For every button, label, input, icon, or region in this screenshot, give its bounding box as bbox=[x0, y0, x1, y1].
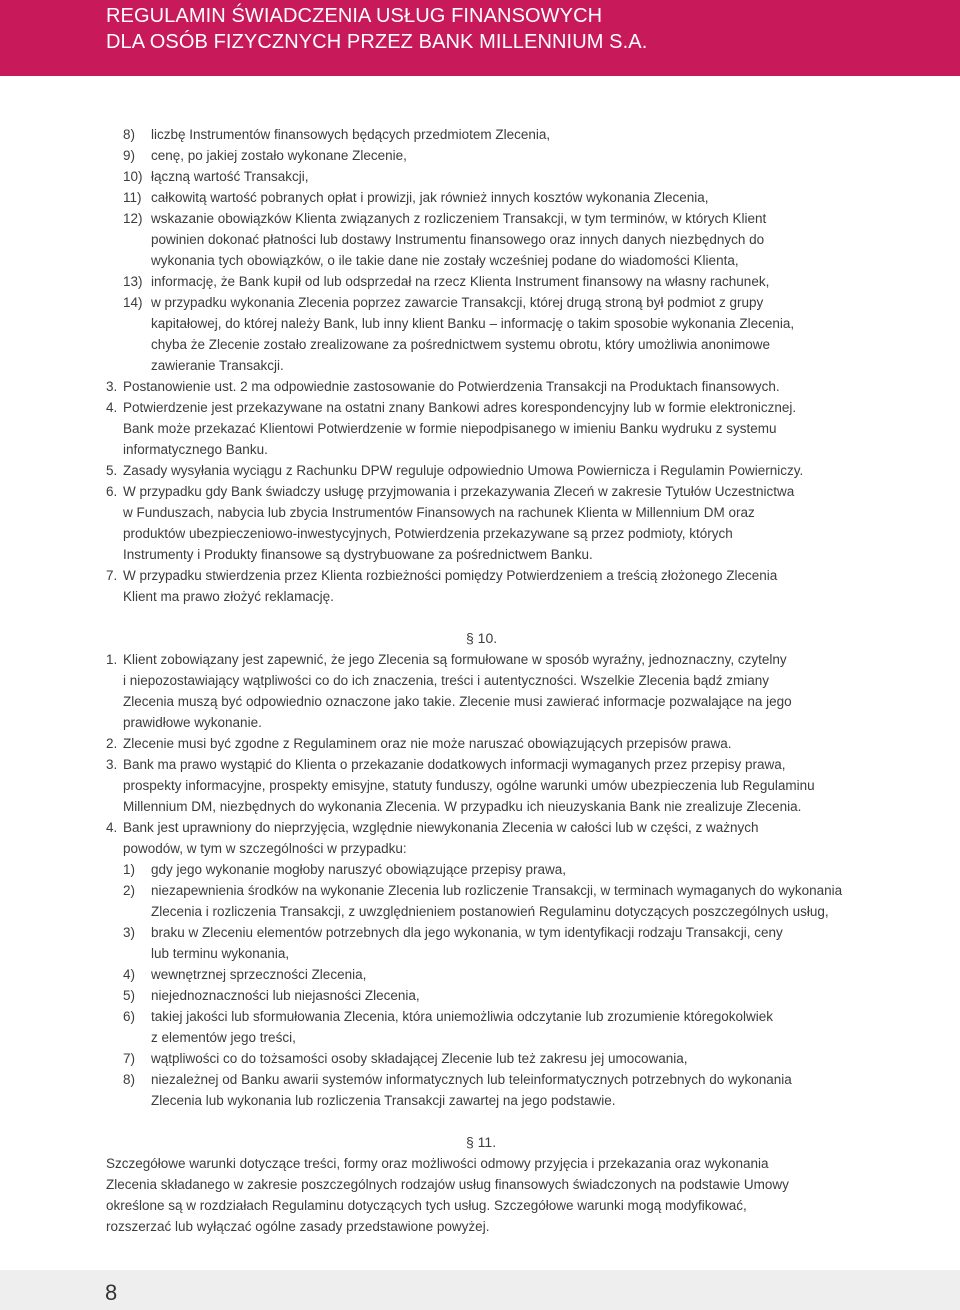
list-item bbox=[0, 733, 960, 754]
line-text: Zlecenia składanego w zakresie poszczególnych rodzajów usług finansowych świadczonych na podstawie Umowy bbox=[106, 1177, 789, 1192]
line-text: Klient ma prawo złożyć reklamację. bbox=[123, 589, 334, 604]
list-item bbox=[0, 376, 960, 397]
line-text: wskazanie obowiązków Klienta związanych z rozliczeniem Transakcji, w tym terminów, w których Klient bbox=[151, 211, 767, 226]
list-number: 7. bbox=[106, 568, 118, 583]
list-item-continuation bbox=[0, 439, 960, 460]
list-number: 8) bbox=[123, 1072, 136, 1087]
line-text: takiej jakości lub sformułowania Zlecenia, która uniemożliwia odczytanie lub zrozumienie któregokolwiek bbox=[151, 1009, 774, 1024]
line-text: chyba że Zlecenie zostało zrealizowane za pośrednictwem systemu obrotu, który umożliwia anonimowe bbox=[151, 337, 771, 352]
list-number: 11) bbox=[123, 190, 142, 205]
list-subitem bbox=[0, 922, 960, 943]
list-item bbox=[0, 481, 960, 502]
list-item-continuation bbox=[0, 691, 960, 712]
list-item-continuation bbox=[0, 796, 960, 817]
list-subitem-continuation bbox=[0, 1027, 960, 1048]
list-number: 4. bbox=[106, 820, 118, 835]
document-body bbox=[0, 124, 960, 1237]
line-text: Potwierdzenie jest przekazywane na ostatni znany Bankowi adres korespondencyjny lub w formie elektronicznej. bbox=[123, 400, 797, 415]
spacer bbox=[0, 607, 960, 628]
line-text: zawieranie Transakcji. bbox=[151, 358, 284, 373]
page-number: 8 bbox=[105, 1280, 118, 1305]
list-subitem bbox=[0, 1048, 960, 1069]
page-footer bbox=[0, 1270, 960, 1310]
list-subitem bbox=[0, 964, 960, 985]
list-number: 13) bbox=[123, 274, 143, 289]
line-text: liczbę Instrumentów finansowych będących przedmiotem Zlecenia, bbox=[151, 127, 551, 142]
line-text: wykonania tych obowiązków, o ile takie dane nie zostały wcześniej podane do wiadomości Klienta, bbox=[151, 253, 739, 268]
list-subitem bbox=[0, 1006, 960, 1027]
list-item bbox=[0, 817, 960, 838]
line-text: i niepozostawiający wątpliwości co do ich znaczenia, treści i autentyczności. Wszelkie Zlecenia bądź zmiany bbox=[123, 673, 770, 688]
list-item-continuation bbox=[0, 502, 960, 523]
line-text: Szczegółowe warunki dotyczące treści, formy oraz możliwości odmowy przyjęcia i przekazania oraz wykonania bbox=[106, 1156, 769, 1171]
list-number: 5) bbox=[123, 988, 136, 1003]
line-text: Bank może przekazać Klientowi Potwierdzenie w formie niepodpisanego w imieniu Banku wydruku z systemu bbox=[123, 421, 777, 436]
list-subitem-continuation bbox=[0, 250, 960, 271]
line-text: Bank jest uprawniony do nieprzyjęcia, względnie niewykonania Zlecenia w całości lub w części, z ważnych bbox=[123, 820, 759, 835]
document-header bbox=[0, 0, 960, 76]
line-text: Instrumenty i Produkty finansowe są dystrybuowane za pośrednictwem Banku. bbox=[123, 547, 593, 562]
list-number: 6) bbox=[123, 1009, 136, 1024]
list-number: 6. bbox=[106, 484, 118, 499]
line-text: niezależnej od Banku awarii systemów informatycznych lub teleinformatycznych potrzebnych do wykonania bbox=[151, 1072, 792, 1087]
line-text: w Funduszach, nabycia lub zbycia Instrumentów Finansowych na rachunek Klienta w Millennium DM oraz bbox=[123, 505, 755, 520]
list-subitem-continuation bbox=[0, 1090, 960, 1111]
line-text: § 11. bbox=[466, 1134, 497, 1150]
list-item-continuation bbox=[0, 670, 960, 691]
list-subitem bbox=[0, 187, 960, 208]
line-text: cenę, po jakiej zostało wykonane Zlecenie, bbox=[151, 148, 407, 163]
list-number: 3) bbox=[123, 925, 136, 940]
paragraph-line bbox=[0, 1216, 960, 1237]
list-subitem bbox=[0, 1069, 960, 1090]
line-text: niejednoznaczności lub niejasności Zlecenia, bbox=[151, 988, 420, 1003]
list-subitem bbox=[0, 208, 960, 229]
list-subitem-continuation bbox=[0, 355, 960, 376]
line-text: całkowitą wartość pobranych opłat i prowizji, jak również innych kosztów wykonania Zlecenia, bbox=[151, 190, 709, 205]
header-title-line-1: REGULAMIN ŚWIADCZENIA USŁUG FINANSOWYCH bbox=[106, 5, 603, 27]
section-heading bbox=[0, 628, 960, 649]
line-text: Millennium DM, niezbędnych do wykonania Zlecenia. W przypadku ich nieuzyskania Bank nie zrealizuje Zlecenia. bbox=[123, 799, 802, 814]
list-item-continuation bbox=[0, 838, 960, 859]
list-subitem bbox=[0, 145, 960, 166]
list-subitem bbox=[0, 271, 960, 292]
line-text: Klient zobowiązany jest zapewnić, że jego Zlecenia są formułowane w sposób wyraźny, jednoznaczny, czytelny bbox=[123, 652, 787, 667]
line-text: Bank ma prawo wystąpić do Klienta o przekazanie dodatkowych informacji wymaganych przez przepisy prawa, bbox=[123, 757, 786, 772]
line-text: informację, że Bank kupił od lub odsprzedał na rzecz Klienta Instrument finansowy na własny rachunek, bbox=[151, 274, 770, 289]
list-number: 7) bbox=[123, 1051, 136, 1066]
list-number: 5. bbox=[106, 463, 118, 478]
list-subitem bbox=[0, 292, 960, 313]
list-number: 8) bbox=[123, 127, 136, 142]
list-item-continuation bbox=[0, 712, 960, 733]
list-subitem bbox=[0, 859, 960, 880]
list-number: 12) bbox=[123, 211, 143, 226]
line-text: Zlecenia i rozliczenia Transakcji, z uwzględnieniem postanowień Regulaminu dotyczących poszczególnych usług, bbox=[151, 904, 829, 919]
line-text: w przypadku wykonania Zlecenia poprzez zawarcie Transakcji, której drugą stroną był podmiot z grupy bbox=[151, 295, 764, 310]
line-text: kapitałowej, do której należy Bank, lub inny klient Banku – informację o takim sposobie wykonania Zlecenia, bbox=[151, 316, 795, 331]
paragraph-line bbox=[0, 1195, 960, 1216]
line-text: Zlecenia muszą być odpowiednio oznaczone jako takie. Zlecenie musi zawierać informacje pozwalające na jego bbox=[123, 694, 792, 709]
line-text: Postanowienie ust. 2 ma odpowiednie zastosowanie do Potwierdzenia Transakcji na Produktach finansowych. bbox=[123, 379, 780, 394]
list-subitem bbox=[0, 124, 960, 145]
header-title-line-2: DLA OSÓB FIZYCZNYCH PRZEZ BANK MILLENNIUM S.A. bbox=[106, 31, 648, 53]
line-text: Zasady wysyłania wyciągu z Rachunku DPW reguluje odpowiednio Umowa Powiernicza i Regulamin Powierniczy. bbox=[123, 463, 804, 478]
list-number: 4) bbox=[123, 967, 136, 982]
list-subitem-continuation bbox=[0, 943, 960, 964]
list-number: 9) bbox=[123, 148, 136, 163]
line-text: Zlecenia lub wykonania lub rozliczenia Transakcji zawartej na jego podstawie. bbox=[151, 1093, 616, 1108]
section-heading bbox=[0, 1132, 960, 1153]
list-subitem-continuation bbox=[0, 313, 960, 334]
list-item-continuation bbox=[0, 775, 960, 796]
list-number: 1) bbox=[123, 862, 136, 877]
list-item bbox=[0, 565, 960, 586]
line-text: lub terminu wykonania, bbox=[151, 946, 290, 961]
list-number: 2. bbox=[106, 736, 118, 751]
list-subitem bbox=[0, 985, 960, 1006]
line-text: W przypadku gdy Bank świadczy usługę przyjmowania i przekazywania Zleceń w zakresie Tytułów Uczestnictwa bbox=[123, 484, 795, 499]
line-text: powodów, w tym w szczególności w przypadku: bbox=[123, 841, 407, 856]
line-text: braku w Zleceniu elementów potrzebnych dla jego wykonania, w tym identyfikacji rodzaju Transakcji, ceny bbox=[151, 925, 783, 940]
line-text: wątpliwości co do tożsamości osoby składającej Zlecenie lub też zakresu jej umocowania, bbox=[151, 1051, 688, 1066]
list-number: 10) bbox=[123, 169, 143, 184]
line-text: łączną wartość Transakcji, bbox=[151, 169, 309, 184]
line-text: rozszerzać lub wyłączać ogólne zasady przedstawione powyżej. bbox=[106, 1219, 490, 1234]
line-text: określone są w rozdziałach Regulaminu dotyczących tych usług. Szczegółowe warunki mogą modyfikować, bbox=[106, 1198, 747, 1213]
list-number: 3. bbox=[106, 379, 118, 394]
list-subitem bbox=[0, 166, 960, 187]
list-item bbox=[0, 649, 960, 670]
line-text: Zlecenie musi być zgodne z Regulaminem oraz nie może naruszać obowiązujących przepisów prawa. bbox=[123, 736, 732, 751]
line-text: niezapewnienia środków na wykonanie Zlecenia lub rozliczenie Transakcji, w terminach wymaganych do wykonania bbox=[151, 883, 843, 898]
spacer bbox=[0, 1111, 960, 1132]
list-subitem-continuation bbox=[0, 229, 960, 250]
line-text: § 10. bbox=[466, 630, 498, 646]
list-item bbox=[0, 397, 960, 418]
list-number: 2) bbox=[123, 883, 136, 898]
line-text: informatycznego Banku. bbox=[123, 442, 268, 457]
line-text: prospekty informacyjne, prospekty emisyjne, statuty funduszy, ogólne warunki umów ubezpieczenia lub Regulaminu bbox=[123, 778, 815, 793]
list-number: 4. bbox=[106, 400, 118, 415]
line-text: powinien dokonać płatności lub dostawy Instrumentu finansowego oraz innych danych niezbędnych do bbox=[151, 232, 765, 247]
line-text: prawidłowe wykonanie. bbox=[123, 715, 262, 730]
line-text: z elementów jego treści, bbox=[151, 1030, 296, 1045]
list-item bbox=[0, 754, 960, 775]
paragraph-line bbox=[0, 1153, 960, 1174]
list-item-continuation bbox=[0, 418, 960, 439]
line-text: wewnętrznej sprzeczności Zlecenia, bbox=[151, 967, 367, 982]
list-subitem bbox=[0, 880, 960, 901]
list-item bbox=[0, 460, 960, 481]
list-number: 14) bbox=[123, 295, 143, 310]
line-text: produktów ubezpieczeniowo-inwestycyjnych, Potwierdzenia przekazywane są przez podmioty, których bbox=[123, 526, 733, 541]
list-number: 3. bbox=[106, 757, 118, 772]
list-number: 1. bbox=[106, 652, 118, 667]
paragraph-line bbox=[0, 1174, 960, 1195]
list-item-continuation bbox=[0, 586, 960, 607]
list-item-continuation bbox=[0, 544, 960, 565]
list-subitem-continuation bbox=[0, 334, 960, 355]
list-subitem-continuation bbox=[0, 901, 960, 922]
line-text: W przypadku stwierdzenia przez Klienta rozbieżności pomiędzy Potwierdzeniem a treścią złożonego Zlecenia bbox=[123, 568, 778, 583]
line-text: gdy jego wykonanie mogłoby naruszyć obowiązujące przepisy prawa, bbox=[151, 862, 566, 877]
list-item-continuation bbox=[0, 523, 960, 544]
